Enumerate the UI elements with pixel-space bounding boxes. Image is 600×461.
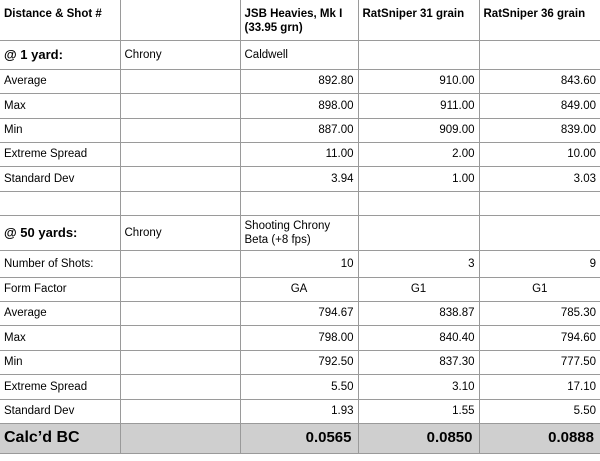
table-row bbox=[0, 350, 600, 374]
value-cell[interactable]: 3 bbox=[358, 250, 479, 277]
table-row bbox=[0, 277, 600, 301]
row-label[interactable]: Extreme Spread bbox=[0, 142, 120, 166]
value-cell[interactable]: 10.00 bbox=[479, 142, 600, 166]
header-distance-shot[interactable]: Distance & Shot # bbox=[0, 0, 120, 40]
empty-cell[interactable] bbox=[120, 142, 240, 166]
empty-cell[interactable] bbox=[479, 191, 600, 215]
value-cell[interactable]: 798.00 bbox=[240, 325, 358, 350]
value-cell[interactable]: 9 bbox=[479, 250, 600, 277]
value-cell[interactable]: 17.10 bbox=[479, 374, 600, 399]
value-cell[interactable]: GA bbox=[240, 277, 358, 301]
table-row bbox=[0, 399, 600, 423]
section-50-yards-title[interactable]: @ 50 yards: bbox=[0, 215, 120, 250]
value-cell[interactable]: 839.00 bbox=[479, 118, 600, 142]
spacer-row bbox=[0, 191, 600, 215]
value-cell[interactable]: G1 bbox=[479, 277, 600, 301]
header-ratsniper-31[interactable]: RatSniper 31 grain bbox=[358, 0, 479, 40]
section-50-device-label[interactable]: Chrony bbox=[120, 215, 240, 250]
empty-cell[interactable] bbox=[358, 215, 479, 250]
row-label[interactable]: Average bbox=[0, 301, 120, 325]
value-cell[interactable]: 10 bbox=[240, 250, 358, 277]
empty-cell[interactable] bbox=[120, 374, 240, 399]
value-cell[interactable]: 5.50 bbox=[479, 399, 600, 423]
calc-bc-value[interactable]: 0.0850 bbox=[358, 423, 479, 453]
empty-cell[interactable] bbox=[120, 69, 240, 93]
header-empty-cell[interactable] bbox=[120, 0, 240, 40]
value-cell[interactable]: 1.55 bbox=[358, 399, 479, 423]
table-row bbox=[0, 166, 600, 191]
calc-bc-value[interactable]: 0.0565 bbox=[240, 423, 358, 453]
value-cell[interactable]: 794.60 bbox=[479, 325, 600, 350]
row-label[interactable]: Max bbox=[0, 93, 120, 118]
table-row bbox=[0, 69, 600, 93]
empty-cell[interactable] bbox=[120, 166, 240, 191]
value-cell[interactable]: 2.00 bbox=[358, 142, 479, 166]
value-cell[interactable]: 5.50 bbox=[240, 374, 358, 399]
value-cell[interactable]: 837.30 bbox=[358, 350, 479, 374]
value-cell[interactable]: 910.00 bbox=[358, 69, 479, 93]
value-cell[interactable]: 898.00 bbox=[240, 93, 358, 118]
value-cell[interactable]: 777.50 bbox=[479, 350, 600, 374]
value-cell[interactable]: 892.80 bbox=[240, 69, 358, 93]
row-label[interactable]: Min bbox=[0, 350, 120, 374]
section-1-device-value[interactable]: Caldwell bbox=[240, 40, 358, 69]
table-row bbox=[0, 93, 600, 118]
value-cell[interactable]: 887.00 bbox=[240, 118, 358, 142]
value-cell[interactable]: 794.67 bbox=[240, 301, 358, 325]
table-row bbox=[0, 118, 600, 142]
header-jsb-heavies[interactable]: JSB Heavies, Mk I (33.95 grn) bbox=[240, 0, 358, 40]
value-cell[interactable]: 1.93 bbox=[240, 399, 358, 423]
header-row bbox=[0, 0, 600, 40]
section-1-yard-title[interactable]: @ 1 yard: bbox=[0, 40, 120, 69]
value-cell[interactable]: 849.00 bbox=[479, 93, 600, 118]
value-cell[interactable]: 1.00 bbox=[358, 166, 479, 191]
row-label[interactable]: Average bbox=[0, 69, 120, 93]
row-label[interactable]: Max bbox=[0, 325, 120, 350]
value-cell[interactable]: G1 bbox=[358, 277, 479, 301]
row-label[interactable]: Form Factor bbox=[0, 277, 120, 301]
row-label[interactable]: Standard Dev bbox=[0, 399, 120, 423]
value-cell[interactable]: 911.00 bbox=[358, 93, 479, 118]
empty-cell[interactable] bbox=[120, 191, 240, 215]
value-cell[interactable]: 785.30 bbox=[479, 301, 600, 325]
calc-bc-row bbox=[0, 423, 600, 453]
empty-cell[interactable] bbox=[120, 277, 240, 301]
empty-cell[interactable] bbox=[120, 350, 240, 374]
table-row bbox=[0, 325, 600, 350]
value-cell[interactable]: 11.00 bbox=[240, 142, 358, 166]
value-cell[interactable]: 909.00 bbox=[358, 118, 479, 142]
empty-cell[interactable] bbox=[120, 250, 240, 277]
empty-cell[interactable] bbox=[358, 191, 479, 215]
row-label[interactable]: Standard Dev bbox=[0, 166, 120, 191]
row-label[interactable]: Number of Shots: bbox=[0, 250, 120, 277]
calc-bc-value[interactable]: 0.0888 bbox=[479, 423, 600, 453]
row-label[interactable]: Extreme Spread bbox=[0, 374, 120, 399]
section-50-yards-row bbox=[0, 215, 600, 250]
value-cell[interactable]: 3.03 bbox=[479, 166, 600, 191]
section-1-device-label[interactable]: Chrony bbox=[120, 40, 240, 69]
value-cell[interactable]: 840.40 bbox=[358, 325, 479, 350]
value-cell[interactable]: 838.87 bbox=[358, 301, 479, 325]
value-cell[interactable]: 3.10 bbox=[358, 374, 479, 399]
empty-cell[interactable] bbox=[120, 325, 240, 350]
value-cell[interactable]: 843.60 bbox=[479, 69, 600, 93]
empty-cell[interactable] bbox=[358, 40, 479, 69]
table-row bbox=[0, 374, 600, 399]
header-ratsniper-36[interactable]: RatSniper 36 grain bbox=[479, 0, 600, 40]
empty-cell[interactable] bbox=[120, 118, 240, 142]
empty-cell[interactable] bbox=[120, 423, 240, 453]
empty-cell[interactable] bbox=[120, 301, 240, 325]
table-row bbox=[0, 250, 600, 277]
empty-cell[interactable] bbox=[120, 399, 240, 423]
empty-cell[interactable] bbox=[120, 93, 240, 118]
empty-cell[interactable] bbox=[0, 191, 120, 215]
value-cell[interactable]: 792.50 bbox=[240, 350, 358, 374]
empty-cell[interactable] bbox=[240, 191, 358, 215]
table-row bbox=[0, 301, 600, 325]
value-cell[interactable]: 3.94 bbox=[240, 166, 358, 191]
row-label[interactable]: Min bbox=[0, 118, 120, 142]
section-50-device-value[interactable]: Shooting Chrony Beta (+8 fps) bbox=[240, 215, 358, 250]
table-row bbox=[0, 142, 600, 166]
calc-bc-label[interactable]: Calc’d BC bbox=[0, 423, 120, 453]
empty-cell[interactable] bbox=[479, 215, 600, 250]
empty-cell[interactable] bbox=[479, 40, 600, 69]
section-1-yard-row bbox=[0, 40, 600, 69]
